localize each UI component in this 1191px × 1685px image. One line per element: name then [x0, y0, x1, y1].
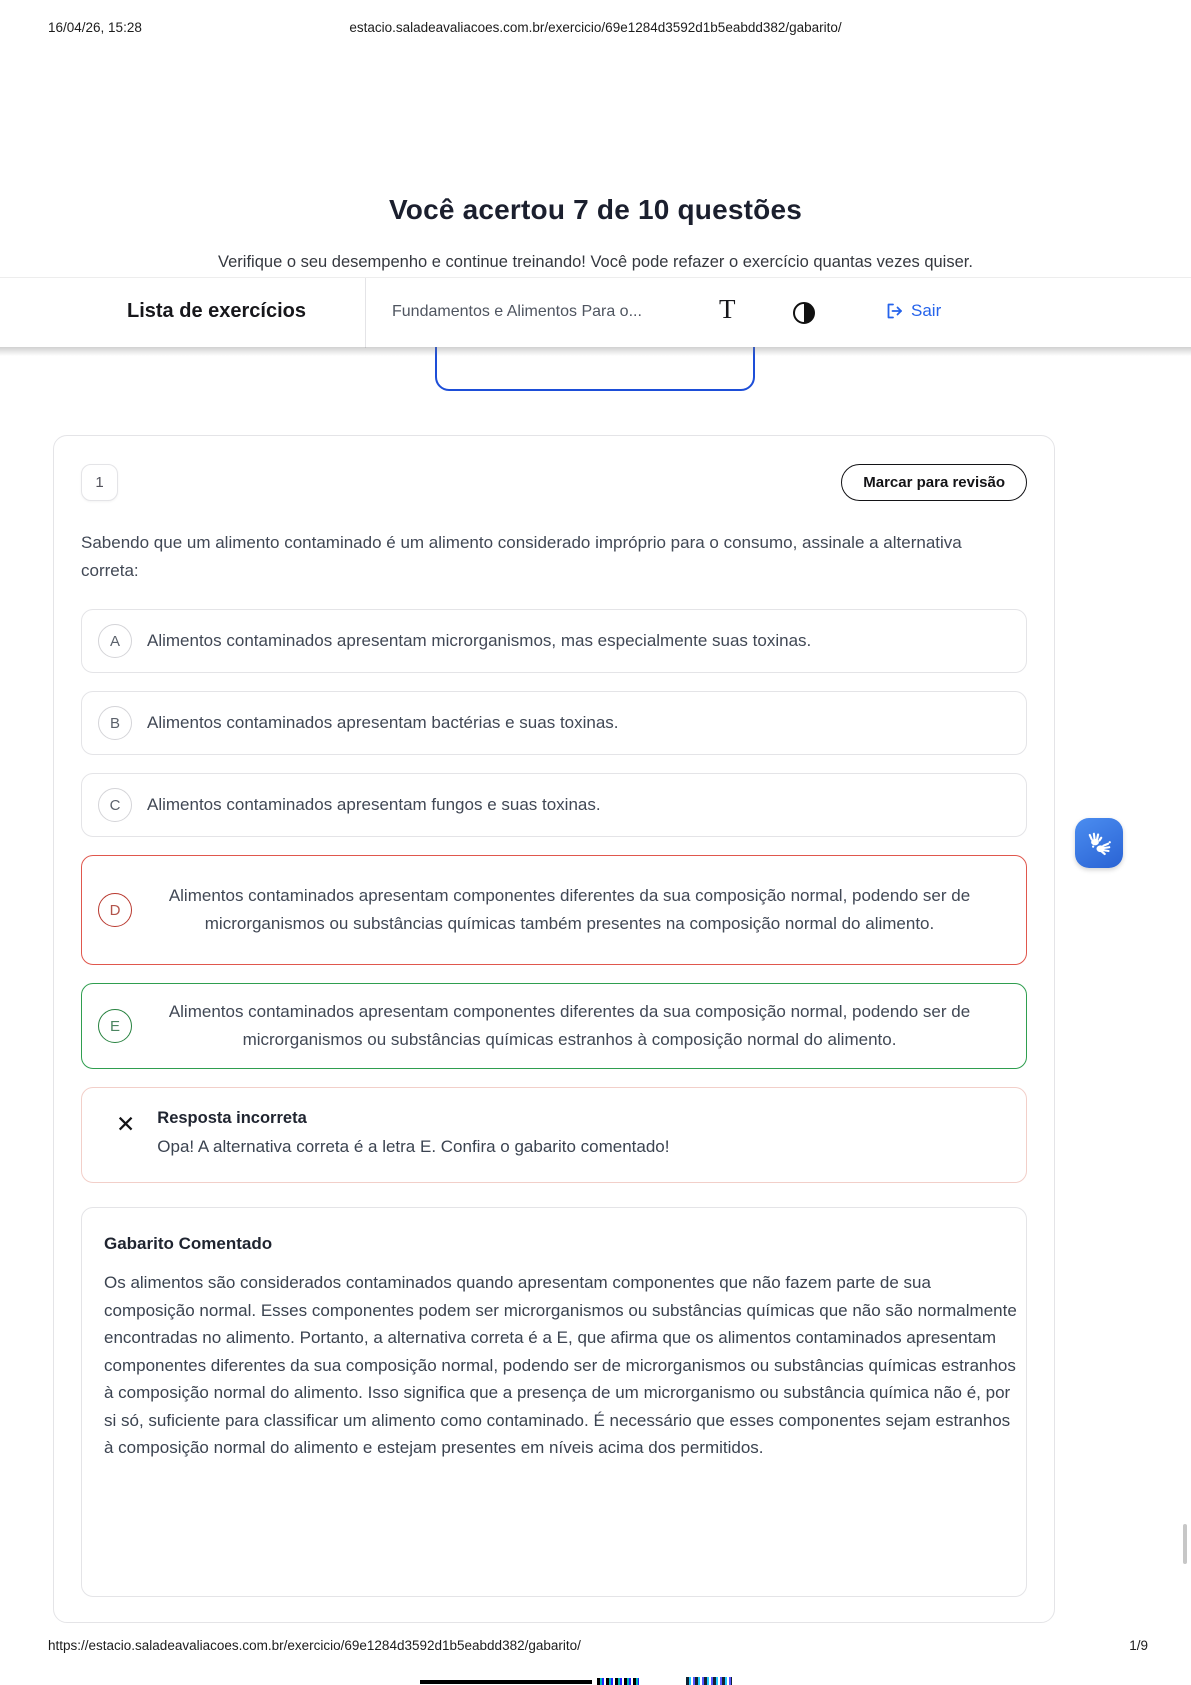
question-card-header — [81, 464, 1027, 501]
score-subtitle: Verifique o seu desempenho e continue treinando! Você pode refazer o exercício quantas vezes quiser. — [218, 253, 973, 271]
app-toolbar — [0, 277, 1191, 347]
print-page-number: 1/9 — [1129, 1638, 1148, 1653]
question-text: Sabendo que um alimento contaminado é um alimento considerado impróprio para o consumo, assinale a alternativa correta: — [81, 533, 962, 580]
feedback-message: Opa! A alternativa correta é a letra E. Confira o gabarito comentado! — [157, 1137, 670, 1156]
mark-for-review-button[interactable]: Marcar para revisão — [841, 464, 1027, 501]
print-timestamp: 16/04/26, 15:28 — [48, 20, 142, 35]
print-footer — [0, 1638, 1191, 1656]
option-b-letter-badge: B — [98, 706, 132, 740]
feedback-banner — [81, 1087, 1027, 1183]
scrollbar-thumb[interactable] — [1183, 1524, 1187, 1564]
option-b[interactable] — [81, 691, 1027, 755]
feedback-texts — [157, 1109, 669, 1161]
answer-key-body: Os alimentos são considerados contaminados quando apresentam componentes que não fazem parte de sua composição normal. Esses componentes podem ser microrganismos ou substâncias químicas que não são normalmente encontradas no alimento. Portanto, a alternativa correta é a E, que afirma que os alimentos contaminados apresentam componentes diferentes da sua composição normal, podendo ser de microrganismos ou substâncias químicas estranhos à composição normal do alimento. Isso significa que a presença de um microrganismo ou substância química não é, por si só, suficiente para classificar um alimento como contaminado. É necessário que esses componentes sejam estranhos à composição normal do alimento e estejam presentes em níveis acima dos permitidos. — [104, 1273, 1017, 1457]
logout-icon — [884, 301, 904, 321]
option-d-text: Alimentos contaminados apresentam componentes diferentes da sua composição normal, podendo ser de microrganismos ou substâncias químicas também presentes na composição normal do alimento. — [168, 886, 971, 933]
answer-key-title: Gabarito Comentado — [104, 1234, 273, 1253]
option-d-incorrect-selected[interactable] — [81, 855, 1027, 965]
answer-key-box — [81, 1207, 1027, 1597]
option-a[interactable] — [81, 609, 1027, 673]
option-c-text: Alimentos contaminados apresentam fungos e suas toxinas. — [147, 795, 601, 814]
option-c[interactable] — [81, 773, 1027, 837]
option-e-correct[interactable] — [81, 983, 1027, 1069]
clipped-content-line — [420, 1680, 592, 1684]
print-header — [0, 20, 1191, 38]
option-e-text: Alimentos contaminados apresentam componentes diferentes da sua composição normal, podendo ser de microrganismos ou substâncias químicas estranhos à composição normal do alimento. — [168, 1002, 971, 1049]
toolbar-shadow — [0, 347, 1191, 356]
option-b-text: Alimentos contaminados apresentam bactérias e suas toxinas. — [147, 713, 619, 732]
clipped-content-fragment — [686, 1677, 732, 1685]
accessibility-widget-button[interactable] — [1075, 818, 1123, 868]
question-number-badge: 1 — [81, 464, 118, 501]
logout-label: Sair — [911, 301, 942, 320]
print-url: estacio.saladeavaliacoes.com.br/exercicio/69e1284d3592d1b5eabdd382/gabarito/ — [349, 20, 842, 35]
contrast-icon[interactable] — [793, 302, 815, 324]
score-title: Você acertou 7 de 10 questões — [388, 194, 802, 225]
print-footer-url: https://estacio.saladeavaliacoes.com.br/exercicio/69e1284d3592d1b5eabdd382/gabarito/ — [48, 1638, 581, 1653]
feedback-title: Resposta incorreta — [157, 1109, 307, 1127]
option-a-text: Alimentos contaminados apresentam microrganismos, mas especialmente suas toxinas. — [147, 631, 812, 650]
options-list — [81, 609, 1027, 1069]
option-c-letter-badge: C — [98, 788, 132, 822]
logout-button[interactable] — [884, 301, 941, 321]
text-size-icon[interactable]: T — [719, 294, 736, 324]
toolbar-title: Lista de exercícios — [127, 300, 306, 322]
option-d-letter-badge: D — [98, 893, 132, 927]
incorrect-x-icon: ✕ — [116, 1111, 136, 1137]
toolbar-divider — [365, 278, 366, 348]
clipped-content-fragment — [597, 1678, 639, 1685]
sign-language-hands-icon — [1084, 828, 1114, 858]
option-a-letter-badge: A — [98, 624, 132, 658]
question-card — [53, 435, 1055, 1623]
option-e-letter-badge: E — [98, 1009, 132, 1043]
course-breadcrumb[interactable]: Fundamentos e Alimentos Para o... — [392, 303, 642, 320]
